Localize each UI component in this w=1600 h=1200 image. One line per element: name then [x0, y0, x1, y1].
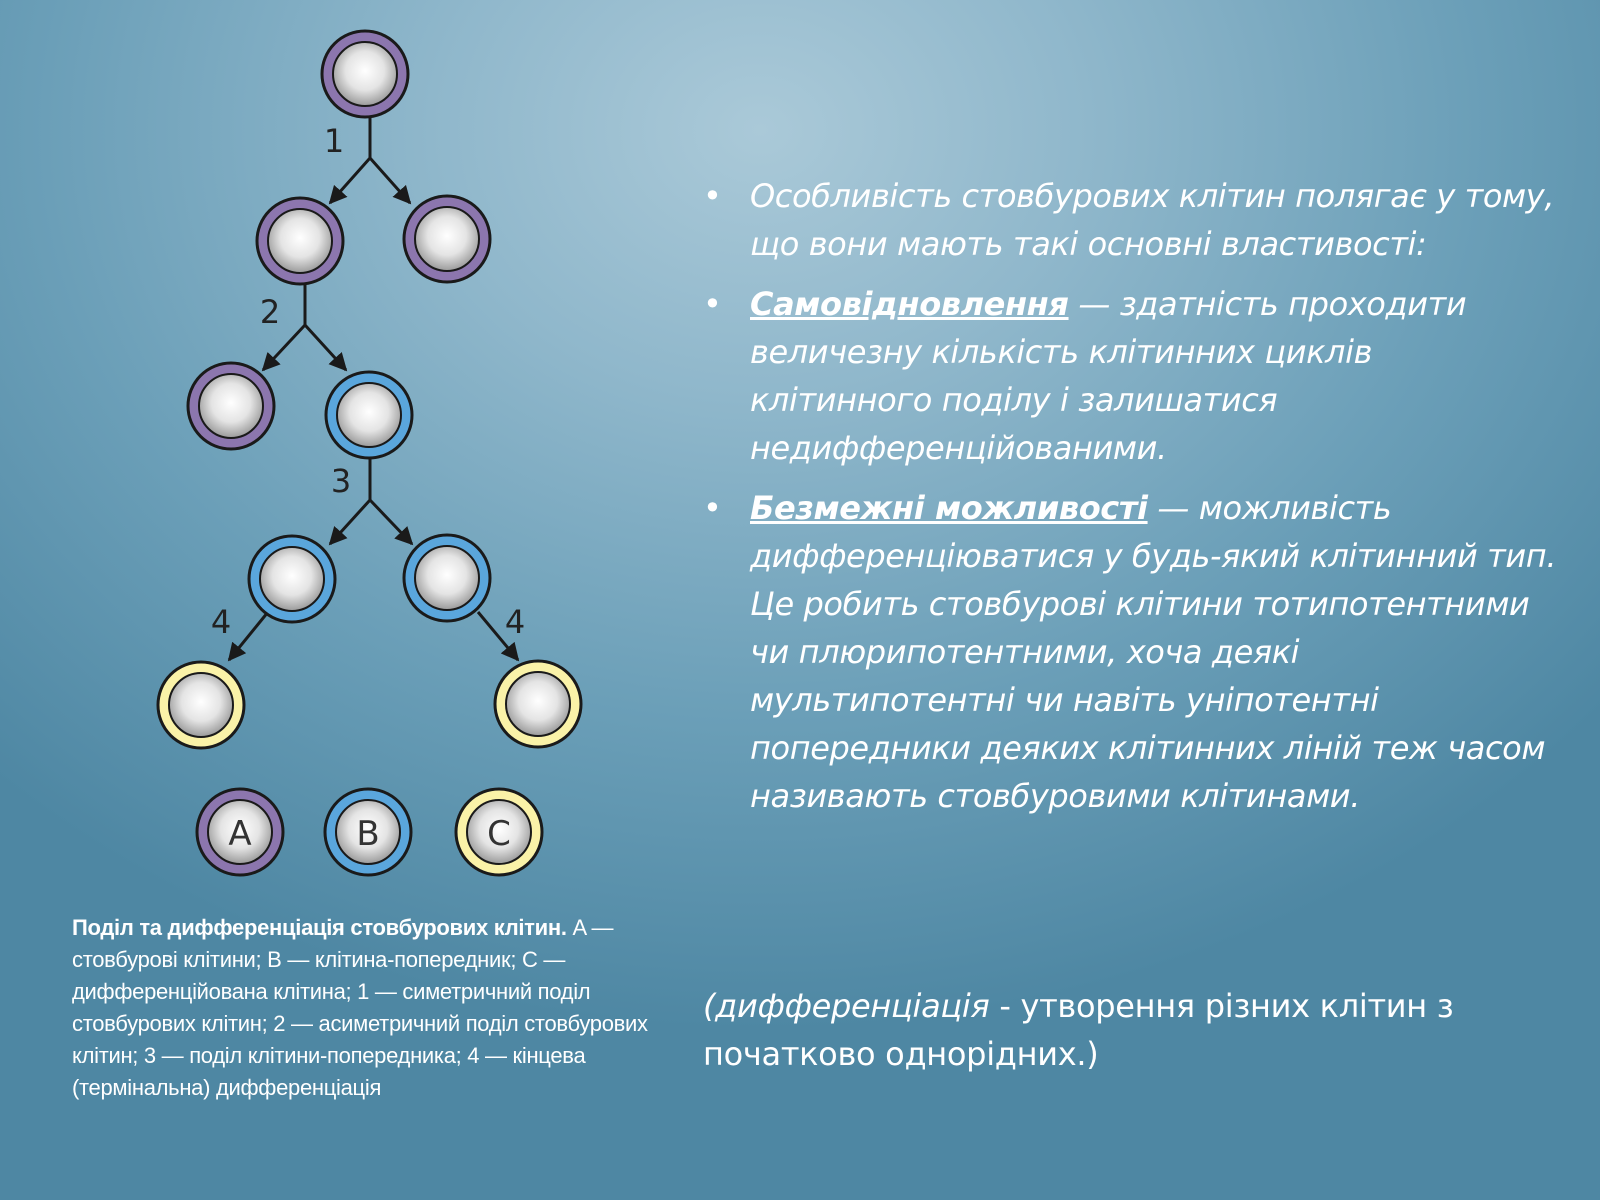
legend-cell-a	[197, 789, 283, 875]
step-label: 4	[504, 603, 526, 641]
step-label: 2	[259, 293, 281, 331]
cell-progenitor	[326, 372, 412, 458]
step-label: 4	[210, 603, 232, 641]
note-rest: - утворення різних клітин з початково однорідних.)	[703, 987, 1454, 1073]
differentiation-note	[703, 982, 1563, 1078]
cell-differentiated	[158, 662, 244, 748]
division-arrow	[330, 500, 370, 544]
bullet-marker: •	[703, 285, 722, 323]
note-lead: (дифференціація	[703, 987, 990, 1025]
intro-text: Особливість стовбурових клітин полягає у тому, що вони мають такі основні властивості:	[750, 177, 1555, 263]
division-arrow	[330, 158, 370, 203]
cell-stem	[404, 196, 490, 282]
figure-caption	[72, 912, 692, 1104]
step-label: 3	[330, 462, 352, 500]
bullet-self-renewal	[700, 280, 1560, 472]
properties-list	[700, 172, 1560, 832]
cell-stem	[257, 198, 343, 284]
potency-text: — можливість дифференціюватися у будь-який клітинний тип. Це робить стовбурові клітини тотипотентними чи плюрипотентними, хоча деякі мультипотентні чи навіть уніпотентні попередники деяких клітинних ліній теж часом називають стовбуровими клітинами.	[750, 489, 1557, 815]
bullet-intro	[700, 172, 1560, 268]
cell-progenitor	[404, 535, 490, 621]
cell-stem	[188, 363, 274, 449]
caption-text: A — стовбурові клітини; B — клітина-попередник; C — дифференційована клітина; 1 — симетричний поділ стовбурових клітин; 2 — асиметричний поділ стовбурових клітин; 3 — поділ клітини-попередника; 4 — кінцева (термінальна) дифференціація	[72, 915, 648, 1100]
cell-stem	[322, 31, 408, 117]
caption-title: Поділ та дифференціація стовбурових клітин.	[72, 915, 567, 940]
division-arrow	[263, 325, 305, 370]
cell-progenitor	[249, 536, 335, 622]
legend-cell-b	[325, 789, 411, 875]
cell-differentiated	[495, 661, 581, 747]
bullet-marker: •	[703, 489, 722, 527]
self-renewal-text: — здатність проходити величезну кількість клітинних циклів клітинного поділу і залишатися недифференційованими.	[750, 285, 1467, 467]
legend-label: B	[356, 814, 380, 854]
division-arrow	[229, 612, 268, 660]
bullet-potency	[700, 484, 1560, 820]
division-arrow	[370, 500, 412, 544]
division-arrow	[370, 158, 410, 203]
potency-term: Безмежні можливості	[750, 489, 1148, 527]
self-renewal-term: Самовідновлення	[750, 285, 1069, 323]
legend-label: A	[228, 814, 252, 854]
bullet-marker: •	[703, 177, 722, 215]
legend	[197, 789, 542, 875]
legend-label: C	[487, 814, 511, 854]
legend-cell-c	[456, 789, 542, 875]
step-label: 1	[323, 122, 345, 160]
cell-division-diagram	[0, 0, 700, 920]
division-arrow	[305, 325, 346, 370]
